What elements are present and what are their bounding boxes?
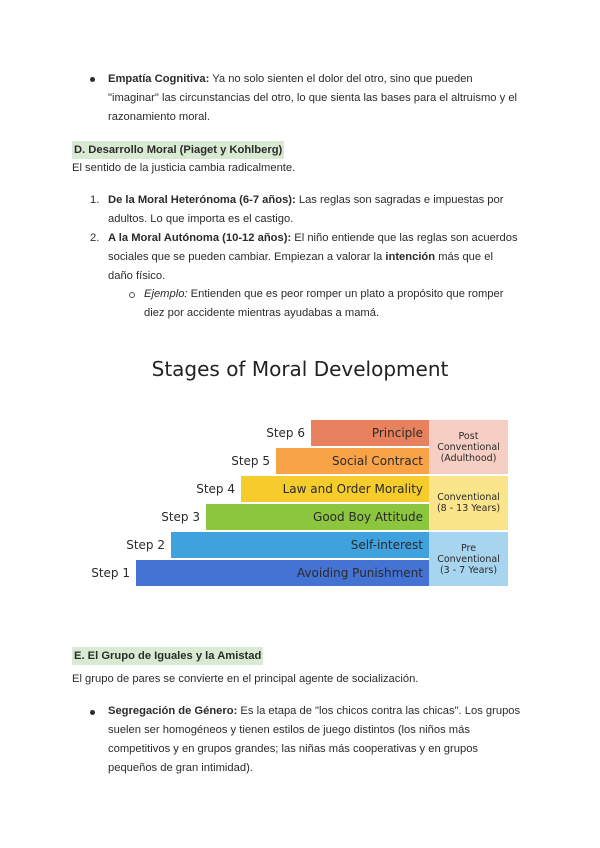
moral-autonoma-term: A la Moral Autónoma (10-12 años):: [108, 232, 292, 244]
stage-box-line: Conventional: [437, 553, 500, 565]
section-e-intro: El grupo de pares se convierte en el principal agente de socialización.: [72, 673, 419, 685]
chart-title: Stages of Moral Development: [151, 357, 449, 381]
section-d-intro: El sentido de la justicia cambia radicalmente.: [72, 162, 296, 174]
list-item-moral-heteronoma: [108, 191, 520, 229]
moral-heteronoma-term: De la Moral Heterónoma (6-7 años):: [108, 194, 296, 206]
segregacion-genero-paragraph: [108, 702, 523, 778]
bullet-point: [90, 710, 95, 715]
stage-box-2: [429, 476, 508, 530]
moral-heteronoma-text: Las reglas son sagradas e impuestas por adultos. Lo que importa es el castigo.: [108, 194, 504, 225]
step-bar-3: Good Boy Attitude: [206, 504, 429, 530]
stage-box-line: Conventional: [437, 441, 500, 453]
list-item-moral-autonoma: [108, 229, 520, 286]
section-d-heading: D. Desarrollo Moral (Piaget y Kohlberg): [72, 141, 284, 159]
section-e-heading: E. El Grupo de Iguales y la Amistad: [72, 647, 263, 665]
step-label-1: Step 1: [91, 566, 130, 580]
ejemplo-label: Ejemplo:: [144, 288, 188, 300]
stage-box-line: (Adulthood): [440, 452, 497, 464]
sub-bullet-circle: [129, 292, 135, 298]
step-bar-6: Principle: [311, 420, 429, 446]
stage-box-line: (3 - 7 Years): [439, 564, 498, 576]
step-bar-2: Self-interest: [171, 532, 429, 558]
step-label-5: Step 5: [231, 454, 270, 468]
empatia-cognitiva-paragraph: [108, 70, 518, 127]
step-label-3: Step 3: [161, 510, 200, 524]
intencion-term: intención: [385, 251, 436, 263]
moral-autonoma-text-end: más que el daño físico.: [108, 251, 493, 282]
stage-box-line: Conventional: [437, 492, 500, 503]
moral-autonoma-text: El niño entiende que las reglas son acuerdos sociales que se pueden cambiar. Empiezan a valorar la: [108, 232, 518, 263]
stage-box-1: [429, 420, 508, 474]
stage-box-line: (8 - 13 Years): [436, 503, 501, 514]
stage-box-line: Post: [458, 430, 479, 442]
step-bar-1: Avoiding Punishment: [136, 560, 429, 586]
segregacion-genero-term: Segregación de Género:: [108, 705, 238, 717]
stage-box-3: [429, 532, 508, 586]
bullet-point: [90, 77, 95, 82]
step-label-2: Step 2: [126, 538, 165, 552]
step-label-4: Step 4: [196, 482, 235, 496]
stage-box-line: Pre: [460, 542, 477, 554]
list-number-2: 2.: [90, 232, 100, 244]
list-number-1: 1.: [90, 194, 100, 206]
empatia-cognitiva-term: Empatía Cognitiva:: [108, 73, 210, 85]
step-bar-5: Social Contract: [276, 448, 429, 474]
step-bar-4: Law and Order Morality: [241, 476, 429, 502]
ejemplo-text: Entienden que es peor romper un plato a propósito que romper diez por accidente mientras ayudabas a mamá.: [144, 288, 504, 319]
ejemplo-paragraph: [144, 285, 504, 323]
empatia-cognitiva-text: Ya no solo sienten el dolor del otro, sino que pueden "imaginar" las circunstancias del otro, lo que sienta las bases para el altruismo y el razonamiento moral.: [108, 73, 518, 123]
step-label-6: Step 6: [266, 426, 305, 440]
segregacion-genero-text: Es la etapa de "los chicos contra las chicas". Los grupos suelen ser homogéneos y tienen estilos de juego distintos (los niños más competitivos y en grupos grandes; las niñas más cooperativas y en grupos pequeños de gran intimidad).: [108, 705, 521, 774]
